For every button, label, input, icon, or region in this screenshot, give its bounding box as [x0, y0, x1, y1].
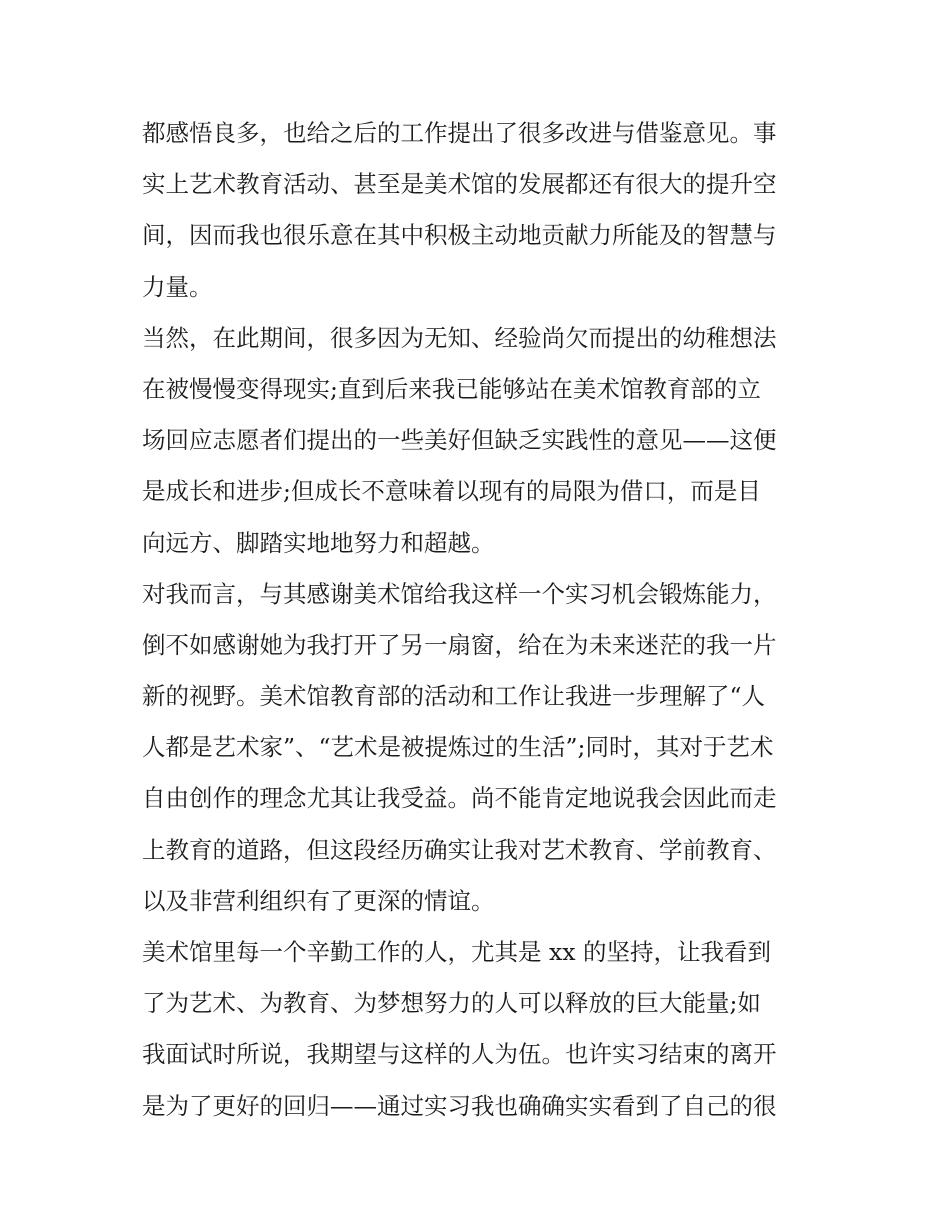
text-line: 以及非营利组织有了更深的情谊。: [142, 886, 495, 915]
text-line: 了为艺术、为教育、为梦想努力的人可以释放的巨大能量;如: [142, 989, 761, 1018]
text-line: 新的视野。美术馆教育部的活动和工作让我进一步理解了“人: [142, 682, 766, 711]
text-line: 场回应志愿者们提出的一些美好但缺乏实践性的意见——这便: [142, 426, 777, 455]
text-line: 倒不如感谢她为我打开了另一扇窗，给在为未来迷茫的我一片: [142, 630, 777, 659]
text-line: 对我而言，与其感谢美术馆给我这样一个实习机会锻炼能力，: [142, 579, 777, 608]
text-line: 是成长和进步;但成长不意味着以现有的局限为借口，而是目: [142, 477, 761, 506]
text-line: 我面试时所说，我期望与这样的人为伍。也许实习结束的离开: [142, 1040, 777, 1069]
text-line: 在被慢慢变得现实;直到后来我已能够站在美术馆教育部的立: [142, 374, 761, 403]
text-line: 力量。: [142, 272, 213, 301]
text-line: 当然，在此期间，很多因为无知、经验尚欠而提出的幼稚想法: [142, 323, 777, 352]
text-line: 向远方、脚踏实地地努力和超越。: [142, 528, 495, 557]
text-line: 自由创作的理念尤其让我受益。尚不能肯定地说我会因此而走: [142, 784, 777, 813]
text-line: 人都是艺术家”、“艺术是被提炼过的生活”;同时，其对于艺术: [142, 733, 774, 762]
text-line: 间，因而我也很乐意在其中积极主动地贡献力所能及的智慧与: [142, 221, 777, 250]
text-line: 上教育的道路，但这段经历确实让我对艺术教育、学前教育、: [142, 835, 777, 864]
text-line: 是为了更好的回归——通过实习我也确确实实看到了自己的很: [142, 1091, 777, 1120]
body-text: [142, 108, 822, 1132]
text-line: 都感悟良多，也给之后的工作提出了很多改进与借鉴意见。事: [142, 119, 777, 147]
text-line: 实上艺术教育活动、甚至是美术馆的发展都还有很大的提升空: [142, 170, 777, 199]
text-line: 美术馆里每一个辛勤工作的人，尤其是 xx 的坚持，让我看到: [142, 938, 771, 966]
